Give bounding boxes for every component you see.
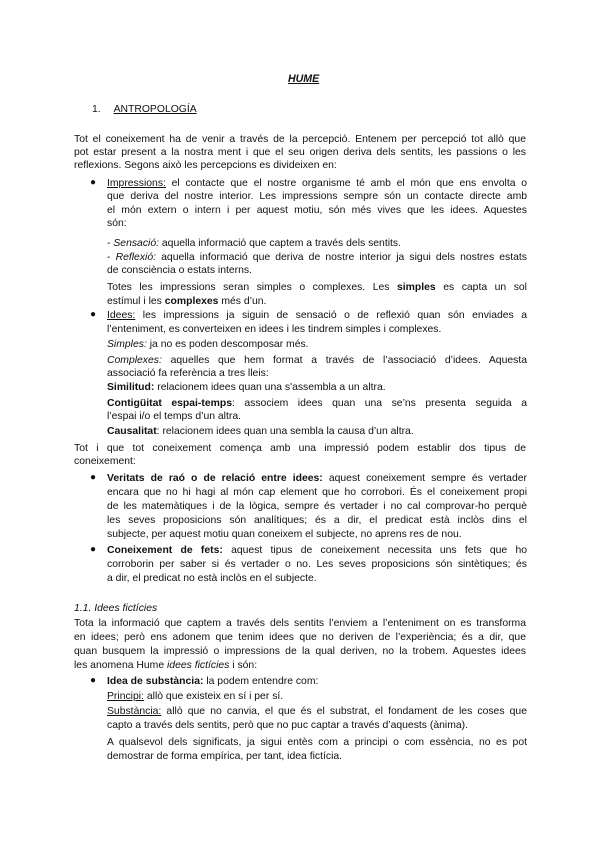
fets-line — [107, 544, 527, 557]
simples-text: ja no es poden descomposar més. — [146, 339, 309, 350]
dash: - — [107, 238, 114, 249]
similitud-text: relacionem idees quan una s'assembla a un altra. — [154, 382, 386, 393]
totes-line — [107, 281, 527, 294]
reflexio-line — [107, 251, 527, 264]
reflexio-term: Reflexió: — [115, 252, 157, 263]
section-number: 1. — [92, 104, 101, 115]
substancia-def-line: capto a través dels sentits, però que no puc captar a través d’aquests (ànima). — [107, 720, 468, 731]
bullet-icon: ● — [90, 675, 97, 686]
impressions-line — [107, 177, 527, 190]
contiguitat-text: : associem idees quan una se’ns presenta seguida a — [231, 398, 527, 409]
sensacio-line — [107, 237, 401, 250]
fets-text: aquest tipus de coneixement necessita uns fets que ho — [222, 545, 528, 556]
complexes-line — [107, 354, 527, 367]
ficticies-line — [74, 659, 257, 672]
contiguitat-term: Contigüitat espai-temps — [107, 398, 232, 409]
causalitat-text: : relacionem idees quan una sembla la causa d’un altra. — [156, 426, 414, 437]
substancia-text: la podem entendre com: — [203, 676, 319, 687]
substancia-def-line — [107, 705, 527, 718]
totes-text: Totes les impressions seran simples o complexes. Les — [107, 282, 397, 293]
substancia-line — [107, 675, 318, 688]
veritats-line — [107, 472, 527, 485]
intro-line: pot estar present a la nostra ment i que el seu origen deriva dels sentits, les passions o les — [74, 147, 526, 158]
substancia-def-text: allò que no canvia, el que és el substrat, el fondament de les coses que — [161, 706, 527, 717]
impressions-line: que deriva del nostre interior. Les impressions sempre són un contacte directe amb — [107, 191, 527, 202]
intro-line: Tot el coneixement ha de venir a través de la percepció. Entenem per percepció tot allò que — [74, 134, 526, 145]
fets-line: corroborin per saber si és vertader o no. Les seves proposicions són sintètiques; és — [107, 559, 527, 570]
simples-term: Simples: — [107, 339, 147, 350]
section-title: ANTROPOLOGÍA — [113, 104, 197, 115]
veritats-line: subjecte, per aquest motiu quan coneixem el subjecte, no aprens res de nou. — [107, 529, 462, 540]
impressions-term: Impressions: — [107, 178, 166, 189]
contiguitat-line — [107, 397, 527, 410]
fets-term: Coneixement de fets: — [107, 545, 223, 556]
similitud-line — [107, 381, 386, 394]
simples-line — [107, 338, 309, 351]
veritats-text: aquest coneixement sempre és vertader — [322, 473, 527, 484]
totes-text-end: es capta un sol — [435, 282, 527, 293]
impressions-line: el món extern o intern i per aquest motiu, són més vives que les idees. Aquestes — [107, 205, 527, 216]
ficticies-line: en idees; però ens adonem que tenim idees que no deriven de l’experiència; és a dir, que — [74, 632, 526, 643]
page-title: HUME — [288, 73, 320, 85]
tipus-line: coneixement: — [74, 456, 136, 467]
similitud-term: Similitud: — [107, 382, 155, 393]
idees-line: l’enteniment, es converteixen en idees i les tindrem simples i complexes. — [107, 324, 442, 335]
veritats-line: encara que no hi hagi al món cap element que ho corrobori. És el coneixement propi — [107, 487, 527, 498]
intro-line: reflexions. Segons això les percepcions es divideixen en: — [74, 160, 337, 171]
ficticies-line: quan busquem la impressió o impressions de la qual deriven, no la trobem. Aquestes idees — [74, 646, 526, 657]
sensacio-term: Sensació: — [113, 238, 159, 249]
veritats-line: les seves proposicions són analítiques; és a dir, el predicat està inclòs dins el — [107, 515, 527, 526]
simples-term: simples — [396, 282, 436, 293]
principi-text: allò que existeix en sí i per sí. — [143, 691, 284, 702]
impressions-line: són: — [107, 218, 127, 229]
tipus-line: Tot i que tot coneixement comença amb una impressió podem establir dos tipus de — [74, 443, 526, 454]
fets-line: a dir, el predicat no està inclòs en el subjecte. — [107, 573, 317, 584]
bullet-icon: ● — [90, 472, 97, 483]
estimul-text-end: més d’un. — [218, 296, 267, 307]
ficticies-text-end: i són: — [229, 660, 258, 671]
idees-term: Idees: — [107, 310, 136, 321]
reflexio-line: de consciència o estats interns. — [107, 265, 252, 276]
dash: - — [107, 252, 116, 263]
causalitat-line — [107, 425, 414, 438]
bullet-icon: ● — [90, 309, 97, 320]
impressions-text: el contacte que el nostre organisme té amb el món que ens envolta o — [171, 178, 528, 189]
veritats-term: Veritats de raó o de relació entre idees: — [107, 473, 323, 484]
subsection-heading: 1.1. Idees fictícies — [74, 603, 158, 614]
complexes-line: associació fa referència a tres lleis: — [107, 368, 269, 379]
complexes-term: Complexes: — [107, 355, 162, 366]
idees-line — [107, 309, 527, 322]
reflexio-text: aquella informació que deriva de nostre interior ja sigui dels nostres estats — [156, 252, 527, 263]
substancia-def-term: Substància: — [107, 706, 162, 717]
veritats-line: de les matemàtiques i de la lògica, sempre és vertader i no cal comprovar-ho perquè — [107, 501, 527, 512]
substancia-term: Idea de substància: — [107, 676, 204, 687]
bullet-icon: ● — [90, 544, 97, 555]
ficticies-term: idees fictícies — [167, 660, 230, 671]
principi-term: Principi: — [107, 691, 144, 702]
section-heading — [92, 103, 197, 116]
principi-line — [107, 690, 283, 703]
sensacio-text: aquella informació que captem a través dels sentits. — [159, 238, 401, 249]
estimul-text: estímul i les — [107, 296, 165, 307]
bullet-icon: ● — [90, 177, 97, 188]
idees-text: les impressions ja siguin de sensació o de reflexió quan són enviades a — [142, 310, 527, 321]
complexes-text: aquelles que hem format a través de l’associació d’idees. Aquesta — [161, 355, 527, 366]
contiguitat-line: l’espai i/o el temps d’un altra. — [107, 411, 241, 422]
causalitat-term: Causalitat — [107, 426, 157, 437]
estimul-line — [107, 295, 266, 308]
complexes-term: complexes — [164, 296, 219, 307]
ficticies-line: Tota la informació que captem a través dels sentits l’enviem a l’enteniment on es transforma — [74, 618, 526, 629]
qualsevol-line: demostrar de forma empírica, per tant, idea fictícia. — [107, 751, 343, 762]
ficticies-text: les anomena Hume — [74, 660, 167, 671]
qualsevol-line: A qualsevol dels significats, ja sigui entès com a principi o com essència, no es pot — [107, 737, 527, 748]
